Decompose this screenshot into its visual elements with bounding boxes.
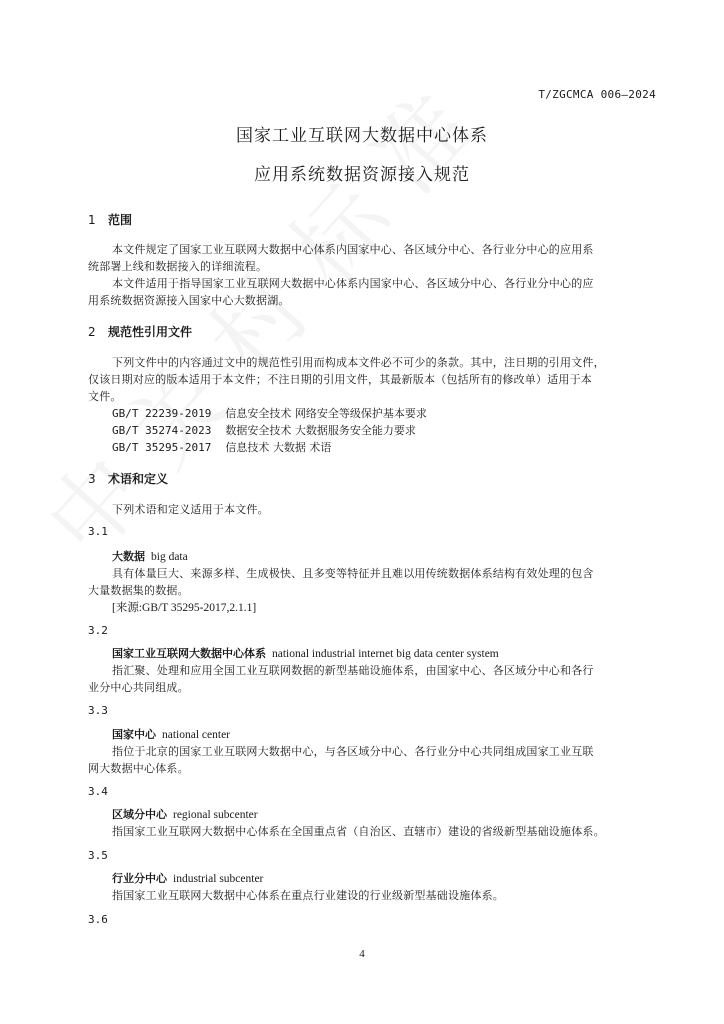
term-heading: [112, 870, 263, 886]
paragraph-line: 下列文件中的内容通过文中的规范性引用而构成本文件必不可少的条款。其中，注日期的引用文件，: [112, 356, 605, 369]
term-number: 3.2: [88, 624, 108, 637]
term-en: industrial subcenter: [173, 873, 264, 885]
paragraph-line: 仅该日期对应的版本适用于本文件；不注日期的引用文件，其最新版本（包括所有的修改单）适用于本: [88, 373, 592, 386]
reference-title: 信息技术 大数据 术语: [225, 441, 332, 454]
reference-title: 信息安全技术 网络安全等级保护基本要求: [225, 407, 427, 420]
document-code: T/ZGCMCA 006—2024: [538, 88, 656, 101]
term-en: regional subcenter: [173, 809, 258, 821]
reference-code: GB/T 22239-2019: [112, 407, 212, 420]
paragraph-line: 统部署上线和数据接入的详细流程。: [88, 260, 268, 273]
term-number: 3.1: [88, 525, 108, 538]
term-definition-line: 指汇聚、处理和应用全国工业互联网数据的新型基础设施体系，由国家中心、各区域分中心和各行: [112, 664, 594, 677]
section-heading-terms: [88, 470, 168, 487]
section-title: 术语和定义: [108, 472, 169, 486]
term-number: 3.5: [88, 849, 108, 862]
paragraph-line: 下列术语和定义适用于本文件。: [112, 503, 269, 516]
paragraph-line: 用系统数据资源接入国家中心大数据湖。: [88, 294, 290, 307]
term-heading: [112, 726, 230, 742]
term-definition-line: 指国家工业互联网大数据中心体系在全国重点省（自治区、直辖市）建设的省级新型基础设施体系。: [112, 825, 605, 838]
section-heading-scope: [88, 211, 132, 228]
term-en: big data: [151, 551, 188, 563]
term-definition-line: 具有体量巨大、来源多样、生成极快、且多变等特征并且难以用传统数据体系结构有效处理的包含: [112, 567, 594, 580]
section-heading-normative-references: [88, 323, 192, 340]
reference-item: [112, 439, 331, 455]
term-definition-line: 指位于北京的国家工业互联网大数据中心，与各区域分中心、各行业分中心共同组成国家工业互联: [112, 745, 594, 758]
term-definition-line: 大量数据集的数据。: [88, 584, 189, 597]
term-zh: 区域分中心: [112, 808, 167, 821]
reference-code: GB/T 35274-2023: [112, 424, 212, 437]
reference-item: [112, 405, 427, 421]
page-number: 4: [359, 948, 365, 960]
section-title: 规范性引用文件: [108, 325, 193, 339]
term-heading: [112, 548, 188, 564]
section-number: 1: [88, 213, 96, 227]
document-title-line2: 应用系统数据资源接入规范: [254, 165, 470, 185]
term-definition-line: 网大数据中心体系。: [88, 762, 189, 775]
term-definition-line: 业分中心共同组成。: [88, 681, 189, 694]
term-number: 3.6: [88, 913, 108, 926]
reference-title: 数据安全技术 大数据服务安全能力要求: [225, 424, 416, 437]
term-en: national center: [162, 729, 231, 741]
term-heading: [112, 645, 499, 661]
section-number: 3: [88, 472, 96, 486]
term-source: [来源:GB/T 35295-2017,2.1.1]: [112, 602, 257, 614]
paragraph-line: 本文件适用于指导国家工业互联网大数据中心体系内国家中心、各区域分中心、各行业分中心的应: [112, 277, 594, 290]
term-number: 3.4: [88, 785, 108, 798]
paragraph-line: 本文件规定了国家工业互联网大数据中心体系内国家中心、各区域分中心、各行业分中心的应用系: [112, 243, 594, 256]
paragraph-line: 文件。: [88, 390, 122, 403]
reference-item: [112, 422, 416, 438]
term-number: 3.3: [88, 704, 108, 717]
term-zh: 国家工业互联网大数据中心体系: [112, 647, 266, 660]
term-definition-line: 指国家工业互联网大数据中心体系在重点行业建设的行业级新型基础设施体系。: [112, 889, 504, 902]
term-zh: 大数据: [112, 550, 145, 563]
term-heading: [112, 806, 258, 822]
reference-code: GB/T 35295-2017: [112, 441, 212, 454]
section-title: 范围: [108, 213, 133, 227]
term-en: national industrial internet big data center system: [272, 648, 499, 660]
term-zh: 行业分中心: [112, 872, 167, 885]
term-zh: 国家中心: [112, 728, 156, 741]
section-number: 2: [88, 325, 96, 339]
document-title-line1: 国家工业互联网大数据中心体系: [236, 126, 488, 146]
